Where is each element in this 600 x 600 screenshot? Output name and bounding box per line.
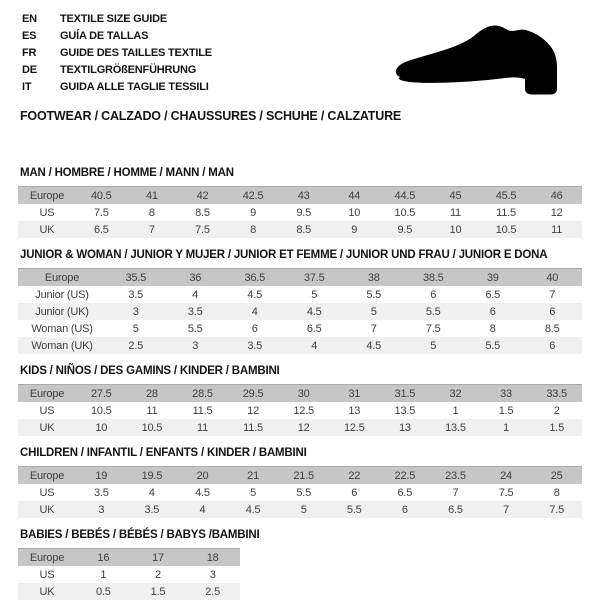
size-value: 1.5	[131, 583, 186, 600]
size-value: 46	[531, 187, 582, 205]
size-value: 10.5	[127, 419, 178, 436]
language-code: IT	[22, 80, 32, 93]
size-value: 10.5	[481, 221, 532, 238]
table-row	[18, 286, 582, 303]
size-table	[18, 548, 240, 600]
language-title: GUÍA DE TALLAS	[60, 29, 149, 42]
language-title: GUIDE DES TAILLES TEXTILE	[60, 46, 212, 59]
size-value: 3.5	[225, 337, 285, 354]
size-value: 5	[344, 303, 404, 320]
size-value: 12.5	[329, 419, 380, 436]
size-value: 5.5	[278, 484, 329, 501]
size-value: 11.5	[481, 204, 532, 221]
size-value: 4.5	[177, 484, 228, 501]
size-value: 7.5	[404, 320, 464, 337]
size-value: 1.5	[481, 402, 532, 419]
size-value: 8.5	[177, 204, 228, 221]
size-value: 29.5	[228, 385, 279, 403]
row-label: Europe	[18, 549, 76, 567]
size-value: 6.5	[285, 320, 345, 337]
size-value: 8	[228, 221, 279, 238]
size-value: 13.5	[380, 402, 431, 419]
size-value: 4	[177, 501, 228, 518]
table-row	[18, 269, 582, 287]
size-table-section	[18, 249, 582, 354]
dress-shoe-icon	[390, 20, 585, 100]
table-row	[18, 566, 240, 583]
size-value: 12.5	[278, 402, 329, 419]
size-value: 11.5	[228, 419, 279, 436]
section-title: KIDS / NIÑOS / DES GAMINS / KINDER / BAMBINI	[20, 365, 280, 377]
size-value: 12	[278, 419, 329, 436]
table-row	[18, 221, 582, 238]
row-label: US	[18, 402, 76, 419]
size-value: 5.5	[344, 286, 404, 303]
size-value: 19.5	[127, 467, 178, 485]
size-value: 11	[127, 402, 178, 419]
size-value: 2.5	[106, 337, 166, 354]
row-label: UK	[18, 583, 76, 600]
table-row	[18, 402, 582, 419]
size-value: 8	[531, 484, 582, 501]
size-value: 1	[430, 402, 481, 419]
size-value: 5.5	[166, 320, 226, 337]
size-value: 2.5	[185, 583, 240, 600]
size-value: 35.5	[106, 269, 166, 287]
size-value: 16	[76, 549, 131, 567]
table-row	[18, 549, 240, 567]
size-value: 3	[106, 303, 166, 320]
size-value: 38.5	[404, 269, 464, 287]
size-value: 7	[481, 501, 532, 518]
row-label: UK	[18, 221, 76, 238]
size-value: 6	[523, 303, 583, 320]
size-value: 5.5	[329, 501, 380, 518]
size-value: 10	[329, 204, 380, 221]
size-value: 9.5	[278, 204, 329, 221]
size-value: 1	[481, 419, 532, 436]
size-value: 7.5	[76, 204, 127, 221]
row-label: UK	[18, 419, 76, 436]
size-table	[18, 466, 582, 518]
size-value: 18	[185, 549, 240, 567]
size-value: 9	[228, 204, 279, 221]
size-value: 7	[430, 484, 481, 501]
size-value: 2	[131, 566, 186, 583]
size-value: 6	[329, 484, 380, 501]
size-value: 44	[329, 187, 380, 205]
size-value: 6.5	[380, 484, 431, 501]
size-value: 3	[185, 566, 240, 583]
size-value: 6	[404, 286, 464, 303]
table-row	[18, 320, 582, 337]
size-value: 8.5	[523, 320, 583, 337]
size-value: 6	[463, 303, 523, 320]
size-value: 30	[278, 385, 329, 403]
size-value: 4.5	[225, 286, 285, 303]
size-tables	[18, 167, 582, 600]
size-value: 13.5	[430, 419, 481, 436]
size-value: 21.5	[278, 467, 329, 485]
size-value: 28.5	[177, 385, 228, 403]
row-label: Junior (US)	[18, 286, 106, 303]
size-value: 6.5	[430, 501, 481, 518]
size-value: 36.5	[225, 269, 285, 287]
size-value: 5	[278, 501, 329, 518]
table-row	[18, 501, 582, 518]
size-value: 31	[329, 385, 380, 403]
language-code: EN	[22, 12, 37, 25]
size-value: 3.5	[76, 484, 127, 501]
size-value: 7.5	[531, 501, 582, 518]
size-value: 10	[430, 221, 481, 238]
size-value: 7	[127, 221, 178, 238]
size-value: 41	[127, 187, 178, 205]
size-value: 10	[76, 419, 127, 436]
row-label: Woman (UK)	[18, 337, 106, 354]
size-value: 21	[228, 467, 279, 485]
size-value: 3.5	[127, 501, 178, 518]
size-value: 6	[523, 337, 583, 354]
size-table	[18, 268, 582, 354]
size-value: 7	[523, 286, 583, 303]
size-value: 3.5	[166, 303, 226, 320]
section-title: BABIES / BEBÉS / BÉBÉS / BABYS /BAMBINI	[20, 529, 260, 541]
size-value: 19	[76, 467, 127, 485]
size-value: 1.5	[531, 419, 582, 436]
size-value: 31.5	[380, 385, 431, 403]
row-label: Europe	[18, 187, 76, 205]
table-row	[18, 187, 582, 205]
size-value: 28	[127, 385, 178, 403]
size-value: 45.5	[481, 187, 532, 205]
size-value: 4	[285, 337, 345, 354]
size-table-section	[18, 365, 582, 436]
size-value: 3	[166, 337, 226, 354]
table-row	[18, 419, 582, 436]
size-value: 13	[380, 419, 431, 436]
size-value: 10.5	[76, 402, 127, 419]
size-value: 6.5	[463, 286, 523, 303]
size-value: 27.5	[76, 385, 127, 403]
size-table-section	[18, 529, 582, 600]
row-label: Woman (US)	[18, 320, 106, 337]
size-value: 8	[463, 320, 523, 337]
language-title: TEXTILGRÖßENFÜHRUNG	[60, 63, 197, 76]
size-value: 17	[131, 549, 186, 567]
size-value: 13	[329, 402, 380, 419]
size-value: 4.5	[344, 337, 404, 354]
size-value: 7	[344, 320, 404, 337]
row-label: Europe	[18, 467, 76, 485]
size-value: 33	[481, 385, 532, 403]
size-value: 9	[329, 221, 380, 238]
size-value: 5	[285, 286, 345, 303]
size-value: 42	[177, 187, 228, 205]
category-heading: FOOTWEAR / CALZADO / CHAUSSURES / SCHUHE / CALZATURE	[20, 109, 402, 123]
language-title: GUIDA ALLE TAGLIE TESSILI	[60, 80, 209, 93]
table-row	[18, 337, 582, 354]
size-value: 12	[228, 402, 279, 419]
size-value: 6	[380, 501, 431, 518]
table-row	[18, 303, 582, 320]
size-value: 7.5	[177, 221, 228, 238]
size-value: 4.5	[228, 501, 279, 518]
row-label: UK	[18, 501, 76, 518]
language-code: FR	[22, 46, 37, 59]
size-value: 3	[76, 501, 127, 518]
row-label: US	[18, 204, 76, 221]
language-title: TEXTILE SIZE GUIDE	[60, 12, 168, 25]
size-value: 5	[228, 484, 279, 501]
section-title: MAN / HOMBRE / HOMME / MANN / MAN	[20, 167, 234, 179]
size-value: 38	[344, 269, 404, 287]
size-value: 45	[430, 187, 481, 205]
size-value: 6	[225, 320, 285, 337]
row-label: US	[18, 484, 76, 501]
size-value: 0.5	[76, 583, 131, 600]
table-row	[18, 583, 240, 600]
size-value: 11.5	[177, 402, 228, 419]
size-value: 3.5	[106, 286, 166, 303]
size-value: 8.5	[278, 221, 329, 238]
size-value: 12	[531, 204, 582, 221]
size-value: 42.5	[228, 187, 279, 205]
size-value: 4	[127, 484, 178, 501]
size-value: 20	[177, 467, 228, 485]
size-value: 1	[76, 566, 131, 583]
size-value: 43	[278, 187, 329, 205]
size-value: 4	[225, 303, 285, 320]
size-table	[18, 186, 582, 238]
size-value: 5	[106, 320, 166, 337]
language-code: DE	[22, 63, 37, 76]
size-value: 11	[430, 204, 481, 221]
size-value: 44.5	[380, 187, 431, 205]
section-title: JUNIOR & WOMAN / JUNIOR Y MUJER / JUNIOR ET FEMME / JUNIOR UND FRAU / JUNIOR E DONA	[20, 249, 548, 261]
size-value: 32	[430, 385, 481, 403]
row-label: Junior (UK)	[18, 303, 106, 320]
row-label: Europe	[18, 385, 76, 403]
size-value: 37.5	[285, 269, 345, 287]
size-value: 2	[531, 402, 582, 419]
size-value: 24	[481, 467, 532, 485]
size-value: 22	[329, 467, 380, 485]
size-value: 22.5	[380, 467, 431, 485]
size-value: 36	[166, 269, 226, 287]
size-value: 9.5	[380, 221, 431, 238]
row-label: Europe	[18, 269, 106, 287]
size-value: 23.5	[430, 467, 481, 485]
size-value: 40	[523, 269, 583, 287]
size-value: 25	[531, 467, 582, 485]
table-row	[18, 484, 582, 501]
size-value: 5.5	[404, 303, 464, 320]
size-value: 6.5	[76, 221, 127, 238]
language-code: ES	[22, 29, 37, 42]
size-table-section	[18, 447, 582, 518]
size-value: 11	[531, 221, 582, 238]
section-title: CHILDREN / INFANTIL / ENFANTS / KINDER / BAMBINI	[20, 447, 307, 459]
size-value: 7.5	[481, 484, 532, 501]
size-value: 4	[166, 286, 226, 303]
size-value: 8	[127, 204, 178, 221]
size-value: 5.5	[463, 337, 523, 354]
size-value: 33.5	[531, 385, 582, 403]
size-value: 10.5	[380, 204, 431, 221]
size-value: 11	[177, 419, 228, 436]
size-table	[18, 384, 582, 436]
size-value: 5	[404, 337, 464, 354]
table-row	[18, 385, 582, 403]
row-label: US	[18, 566, 76, 583]
size-value: 4.5	[285, 303, 345, 320]
size-value: 39	[463, 269, 523, 287]
table-row	[18, 204, 582, 221]
size-value: 40.5	[76, 187, 127, 205]
size-table-section	[18, 167, 582, 238]
table-row	[18, 467, 582, 485]
